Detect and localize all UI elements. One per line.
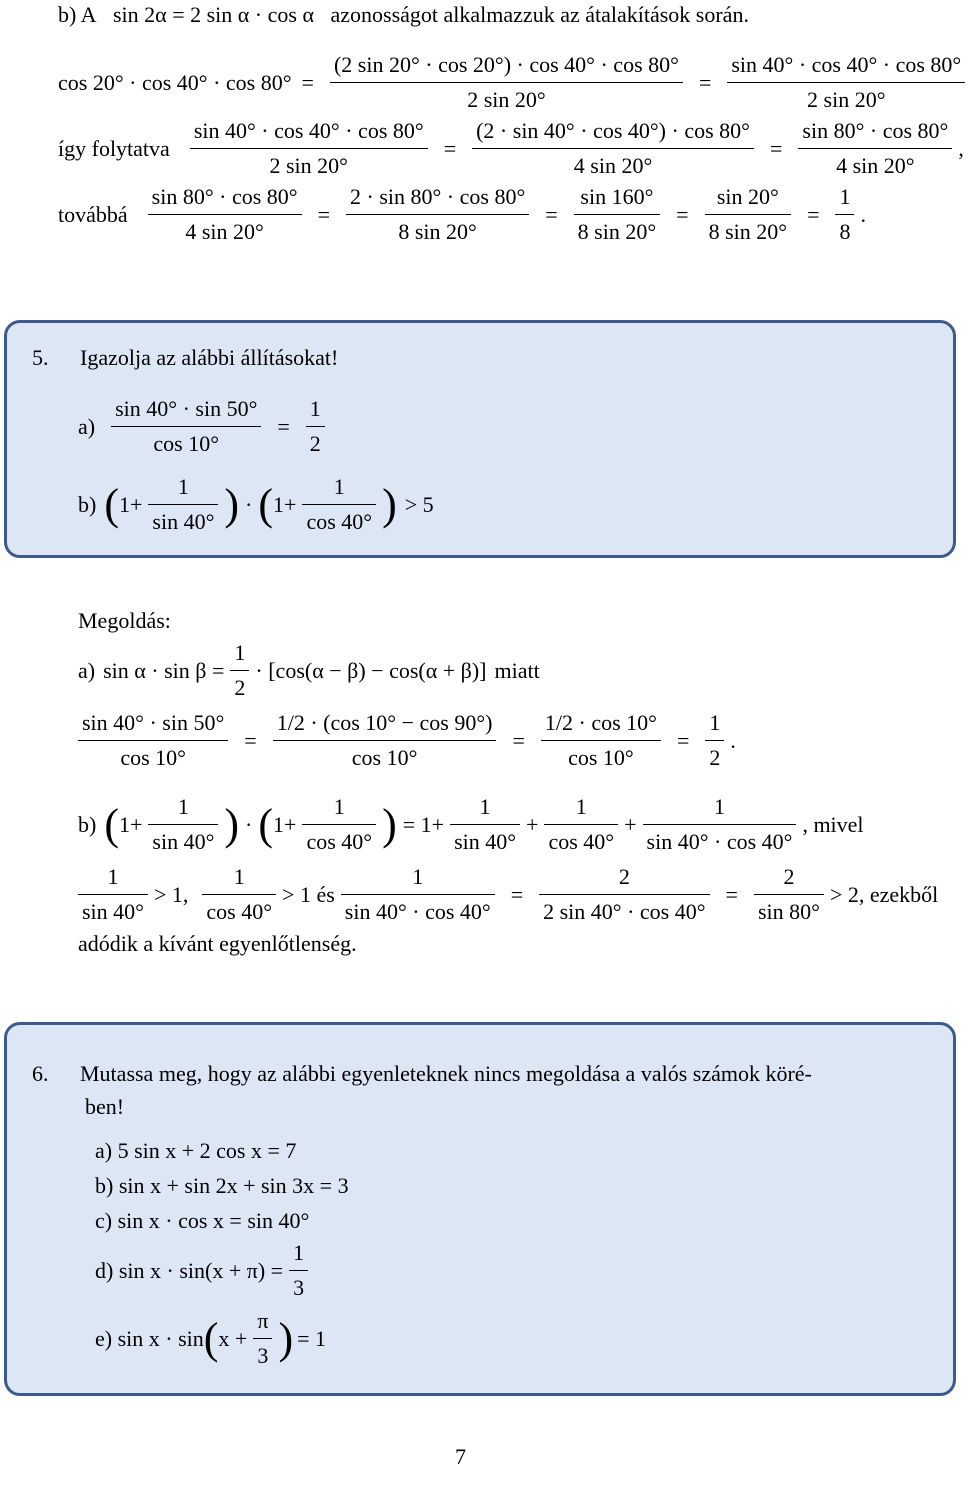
task-6-d: d) sin x · sin(x + π) = $\frac{1}{3}$ — [95, 1240, 314, 1301]
fraction: $\frac{1}{\sin 40^\circ \cdot \cos 40^\circ}$ — [643, 794, 797, 855]
fraction: $\frac{1}{8}$ — [835, 184, 854, 245]
fraction: $\frac{1}{\cos 40^\circ}$ — [302, 794, 376, 855]
intro-line: b) A sin 2α = 2 sin α · cos α azonosságot alkalmazzuk az átalakítások során. — [58, 2, 749, 27]
fraction: $\frac{\sin 80^\circ \cdot \cos 80^\circ}{4 \sin 20^\circ}$ — [798, 118, 952, 179]
task-6-c: c) sin x · cos x = sin 40° — [95, 1208, 310, 1233]
task-5-b: b) ( 1+ $\frac{1}{\sin 40^\circ}$ ) · ( 1+ $\frac{1}{\cos 40^\circ}$ ) > 5 — [78, 474, 434, 534]
fraction: $\frac{\sin 80^\circ \cdot \cos 80^\circ}{4 \sin 20^\circ}$ — [148, 184, 302, 245]
fraction: $\frac{1/2 \cdot \cos 10^\circ}{\cos 10^\circ}$ — [541, 710, 661, 771]
fraction: $\frac{\sin 40^\circ \cdot \cos 40^\circ \cdot \cos 80^\circ}{2 \sin 20^\circ}$ — [190, 118, 428, 179]
task-6-b: b) sin x + sin 2x + sin 3x = 3 — [95, 1173, 349, 1198]
fraction: $\frac{1}{2}$ — [230, 640, 249, 701]
fraction: $\frac{\sin 40^\circ \cdot \sin 50^\circ}{\cos 10^\circ}$ — [78, 710, 228, 771]
fraction: $\frac{(2 \sin 20^\circ \cdot \cos 20^\circ) \cdot \cos 40^\circ \cdot \cos 80^\circ}{2 \sin 20^\circ}$ — [330, 52, 683, 113]
fraction: $\frac{\sin 20^\circ}{8 \sin 20^\circ}$ — [705, 184, 791, 245]
task-6-heading: 6. Mutassa meg, hogy az alábbi egyenleteknek nincs megoldása a valós számok köré- — [32, 1061, 812, 1086]
solution-b-expansion: b) ( 1+ $\frac{1}{\sin 40^\circ}$ ) · ( 1+ $\frac{1}{\cos 40^\circ}$ ) = 1+ $\frac{1}{\sin 40^\circ}$ + $\frac{1}{\cos 40^\circ}$ + $\frac{1}{\sin 40^\circ \cdot \cos 40^\circ}$ , mivel — [78, 794, 864, 854]
solution-conclusion: adódik a kívánt egyenlőtlenség. — [78, 931, 357, 956]
task-6-a: a) 5 sin x + 2 cos x = 7 — [95, 1138, 297, 1163]
fraction: $\frac{1}{\sin 40^\circ}$ — [78, 864, 148, 925]
fraction: $\frac{2}{2 \sin 40^\circ \cdot \cos 40^\circ}$ — [539, 864, 709, 925]
fraction: $\frac{1}{3}$ — [289, 1240, 308, 1301]
fraction: $\frac{1}{2}$ — [705, 710, 724, 771]
fraction: $\frac{\sin 160^\circ}{8 \sin 20^\circ}$ — [574, 184, 660, 245]
fraction: $\frac{1}{\cos 40^\circ}$ — [544, 794, 618, 855]
fraction: $\frac{1}{\sin 40^\circ \cdot \cos 40^\circ}$ — [341, 864, 495, 925]
identity-formula: sin 2α = 2 sin α · cos α — [113, 2, 314, 27]
derivation-row-1: cos 20° · cos 40° · cos 80° = $\frac{(2 \sin 20^\circ \cdot \cos 20^\circ) \cdot \cos 40^\circ \cdot \cos 80^\circ}{2 \sin 20^\circ}$ = $\frac{\sin 40^\circ \cdot \cos 40^\circ \cdot \cos 80^\circ}{2 \sin 20^\circ}$ — [58, 52, 971, 113]
fraction: $\frac{1}{\cos 40^\circ}$ — [302, 474, 376, 535]
fraction: $\frac{1}{\sin 40^\circ}$ — [148, 794, 218, 855]
solution-a-formula: a) sin α · sin β = $\frac{1}{2}$ · [cos(α − β) − cos(α + β)] miatt — [78, 640, 540, 700]
page-number: 7 — [455, 1444, 466, 1469]
fraction: $\frac{2}{\sin 80^\circ}$ — [754, 864, 824, 925]
task-5-a: a) $\frac{\sin 40^\circ \cdot \sin 50^\circ}{\cos 10^\circ}$ = $\frac{1}{2}$ — [78, 396, 331, 457]
fraction: $\frac{\pi}{3}$ — [253, 1308, 272, 1369]
solution-a-chain: $\frac{\sin 40^\circ \cdot \sin 50^\circ}{\cos 10^\circ}$ = $\frac{1/2 \cdot (\cos 10^\circ - \cos 90^\circ)}{\cos 10^\circ}$ = $\frac{1/2 \cdot \cos 10^\circ}{\cos 10^\circ}$ = $\frac{1}{2}$ . — [78, 710, 736, 771]
fraction: $\frac{\sin 40^\circ \cdot \cos 40^\circ \cdot \cos 80^\circ}{2 \sin 20^\circ}$ — [727, 52, 965, 113]
fraction: $\frac{1}{\sin 40^\circ}$ — [148, 474, 218, 535]
solution-b-bounds: $\frac{1}{\sin 40^\circ}$ > 1, $\frac{1}{\cos 40^\circ}$ > 1 és $\frac{1}{\sin 40^\circ \cdot \cos 40^\circ}$ = $\frac{2}{2 \sin 40^\circ \cdot \cos 40^\circ}$ = $\frac{2}{\sin 80^\circ}$ > 2, ezekből — [78, 864, 938, 925]
task-5-heading: 5. Igazolja az alábbi állításokat! — [32, 345, 339, 370]
fraction: $\frac{1}{\sin 40^\circ}$ — [450, 794, 520, 855]
fraction: $\frac{\sin 40^\circ \cdot \sin 50^\circ}{\cos 10^\circ}$ — [111, 396, 261, 457]
derivation-row-3: továbbá $\frac{\sin 80^\circ \cdot \cos 80^\circ}{4 \sin 20^\circ}$ = $\frac{2 \cdot \sin 80^\circ \cdot \cos 80^\circ}{8 \sin 20^\circ}$ = $\frac{\sin 160^\circ}{8 \sin 20^\circ}$ = $\frac{\sin 20^\circ}{8 \sin 20^\circ}$ = $\frac{1}{8}$ . — [58, 184, 866, 244]
derivation-row-2: így folytatva $\frac{\sin 40^\circ \cdot \cos 40^\circ \cdot \cos 80^\circ}{2 \sin 20^\circ}$ = $\frac{(2 \cdot \sin 40^\circ \cdot \cos 40^\circ) \cdot \cos 80^\circ}{4 \sin 20^\circ}$ = $\frac{\sin 80^\circ \cdot \cos 80^\circ}{4 \sin 20^\circ}$ , — [58, 118, 964, 178]
task-6-e: e) sin x · sin ( x + $\frac{\pi}{3}$ ) = 1 — [95, 1308, 327, 1368]
fraction: $\frac{1}{2}$ — [306, 396, 325, 457]
solution-heading: Megoldás: — [78, 608, 171, 633]
fraction: $\frac{1/2 \cdot (\cos 10^\circ - \cos 90^\circ)}{\cos 10^\circ}$ — [273, 710, 497, 771]
fraction: $\frac{2 \cdot \sin 80^\circ \cdot \cos 80^\circ}{8 \sin 20^\circ}$ — [346, 184, 529, 245]
fraction: $\frac{(2 \cdot \sin 40^\circ \cdot \cos 40^\circ) \cdot \cos 80^\circ}{4 \sin 20^\circ}$ — [472, 118, 754, 179]
task-6-heading-cont: ben! — [85, 1094, 125, 1119]
fraction: $\frac{1}{\cos 40^\circ}$ — [202, 864, 276, 925]
